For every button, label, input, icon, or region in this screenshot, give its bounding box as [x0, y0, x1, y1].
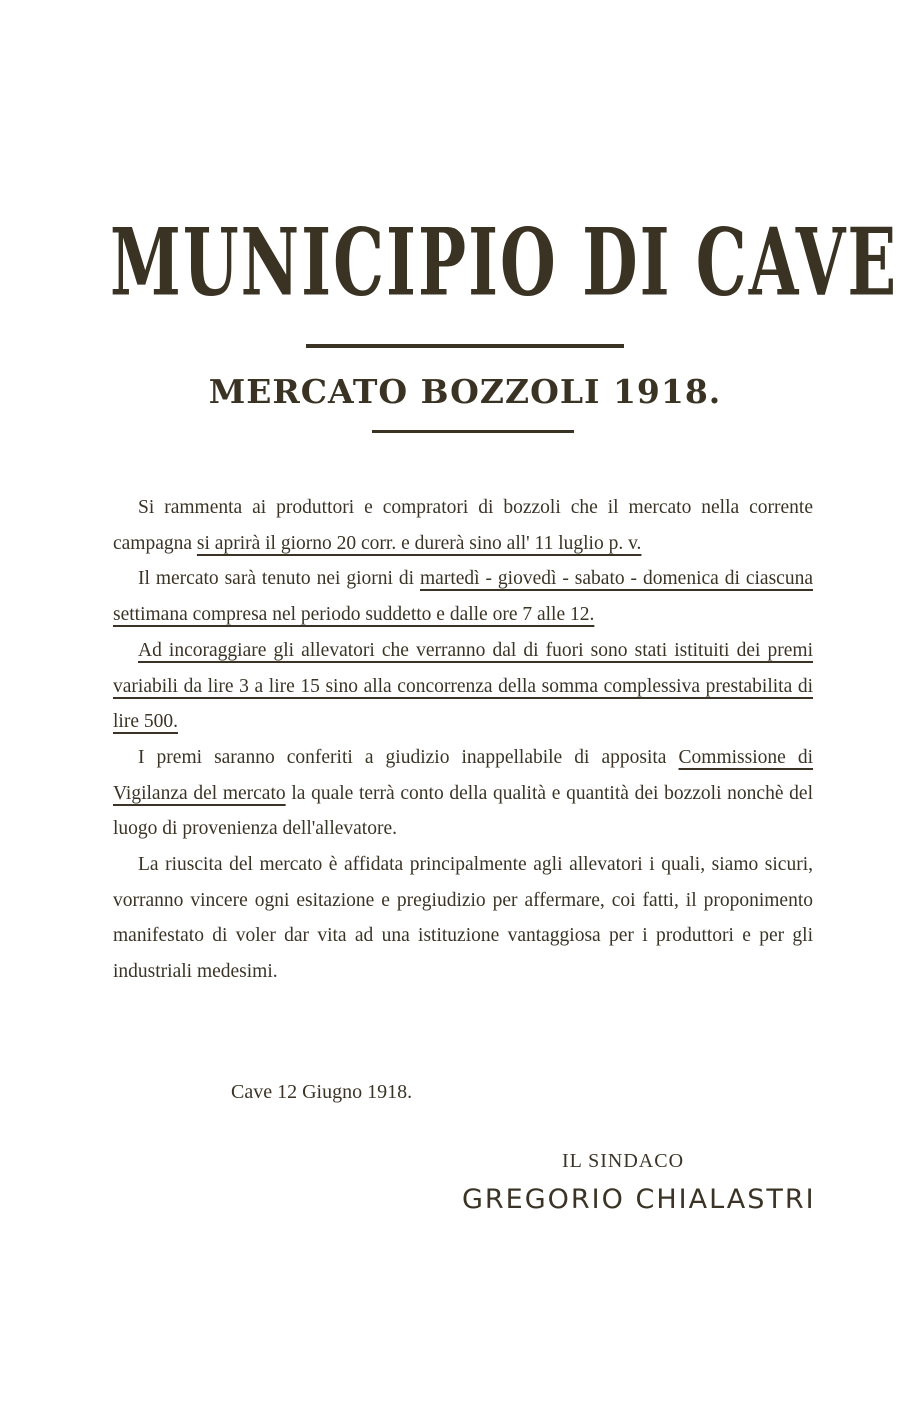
paragraph-commission — [113, 740, 813, 847]
page-title: MUNICIPIO DI CAVE — [110, 208, 899, 318]
paragraph-closing — [113, 847, 813, 990]
title-divider — [306, 344, 624, 348]
underlined-span: Commissione di Vigilanza del mercato — [113, 746, 813, 804]
paragraph-opening-dates — [113, 490, 813, 561]
underlined-span: Ad incoraggiare gli allevatori che verranno dal di fuori sono stati istituiti dei premi variabili da lire 3 a lire 15 sino alla concorrenza della somma complessiva prestabilita di lire 500. — [113, 639, 813, 733]
paragraph-market-days — [113, 561, 813, 632]
notice-body — [113, 490, 813, 990]
paragraph-prizes — [113, 633, 813, 740]
mayor-name: GREGORIO CHIALASTRI — [462, 1184, 816, 1215]
text-span: I premi saranno conferiti a giudizio inappellabile di apposita — [138, 746, 679, 768]
text-span: Si rammenta ai produttori e compratori di bozzoli che il mercato nella corrente campagna — [113, 497, 813, 554]
text-span: La riuscita del mercato è affidata principalmente agli allevatori i quali, siamo sicuri, vorranno vincere ogni esitazione e pregiudizio per affermare, coi fatti, il proponimento manifestato di voler dar vita ad una istituzione vantaggiosa per i produttori e per gli industriali medesimi. — [113, 854, 813, 983]
mayor-title: IL SINDACO — [562, 1150, 685, 1172]
underlined-span: si aprirà il giorno 20 corr. e durerà sino all' 11 luglio p. v. — [196, 532, 642, 554]
subtitle-divider — [372, 430, 574, 433]
page-subtitle: MERCATO BOZZOLI 1918. — [208, 372, 722, 411]
text-span: la quale terrà conto della qualità e quantità dei bozzoli nonchè del luogo di provenienza dell'allevatore. — [113, 782, 813, 840]
underlined-span: martedì - giovedì - sabato - domenica di ciascuna settimana compresa nel periodo suddetto e dalle ore 7 alle 12. — [113, 568, 813, 626]
date-line: Cave 12 Giugno 1918. — [231, 1081, 413, 1103]
text-span: Il mercato sarà tenuto nei giorni di — [138, 568, 420, 590]
